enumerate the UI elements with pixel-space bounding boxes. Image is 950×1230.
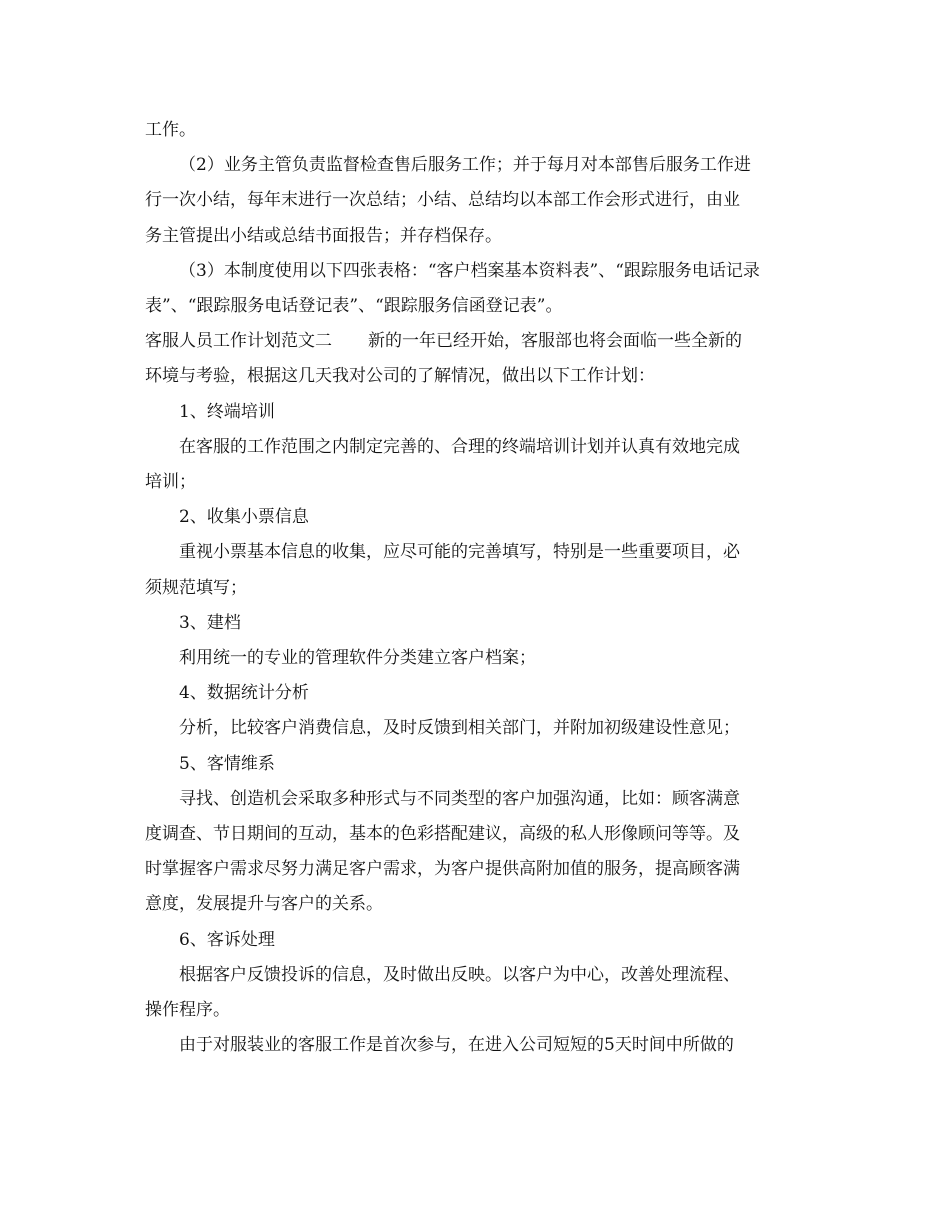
text-line: 时掌握客户需求尽努力满足客户需求，为客户提供高附加值的服务，提高顾客满 [145, 859, 740, 880]
paragraph-line: 重视小票基本信息的收集，应尽可能的完善填写，特别是一些重要项目，必 [179, 542, 740, 563]
text-line: 行一次小结，每年末进行一次总结；小结、总结均以本部工作会形式进行，由业 [145, 190, 740, 211]
text-line: 度调查、节日期间的互动，基本的色彩搭配建议，高级的私人形像顾问等等。及 [145, 824, 740, 845]
section-intro: 新的一年已经开始，客服部也将会面临一些全新的 [368, 331, 742, 352]
text-line: 环境与考验，根据这几天我对公司的了解情况，做出以下工作计划： [145, 366, 655, 387]
paragraph-line: 由于对服装业的客服工作是首次参与，在进入公司短短的5天时间中所做的 [179, 1035, 734, 1056]
paragraph-line: （3）本制度使用以下四张表格：“客户档案基本资料表”、“跟踪服务电话记录 [179, 260, 760, 281]
text-line: 工作。 [145, 120, 196, 140]
text-line: 须规范填写； [145, 577, 247, 598]
text-line: 操作程序。 [145, 1000, 230, 1021]
paragraph-line: 分析，比较客户消费信息，及时反馈到相关部门，并附加初级建设性意见； [179, 718, 740, 739]
list-heading: 2、收集小票信息 [179, 507, 309, 528]
text-line: 培训； [145, 472, 196, 493]
text-line: 务主管提出小结或总结书面报告；并存档保存。 [145, 225, 502, 246]
document-body [145, 113, 810, 1063]
paragraph-line: 在客服的工作范围之内制定完善的、合理的终端培训计划并认真有效地完成 [179, 436, 740, 457]
list-heading: 1、终端培训 [179, 401, 275, 422]
list-heading: 6、客诉处理 [179, 929, 275, 950]
paragraph-line: 根据客户反馈投诉的信息，及时做出反映。以客户为中心，改善处理流程、 [179, 964, 740, 985]
text-line: 表”、“跟踪服务电话登记表”、“跟踪服务信函登记表”。 [145, 296, 563, 317]
section-heading: 客服人员工作计划范文二 [145, 331, 332, 352]
text-line: 意度，发展提升与客户的关系。 [145, 894, 383, 915]
paragraph-line: （2）业务主管负责监督检查售后服务工作；并于每月对本部售后服务工作进 [179, 155, 751, 176]
list-heading: 3、建档 [179, 612, 241, 633]
list-heading: 4、数据统计分析 [179, 683, 309, 704]
paragraph-line: 利用统一的专业的管理软件分类建立客户档案； [179, 648, 536, 669]
section-heading-line [145, 324, 810, 359]
paragraph-line: 寻找、创造机会采取多种形式与不同类型的客户加强沟通，比如：顾客满意 [179, 788, 740, 809]
list-heading: 5、客情维系 [179, 753, 275, 774]
